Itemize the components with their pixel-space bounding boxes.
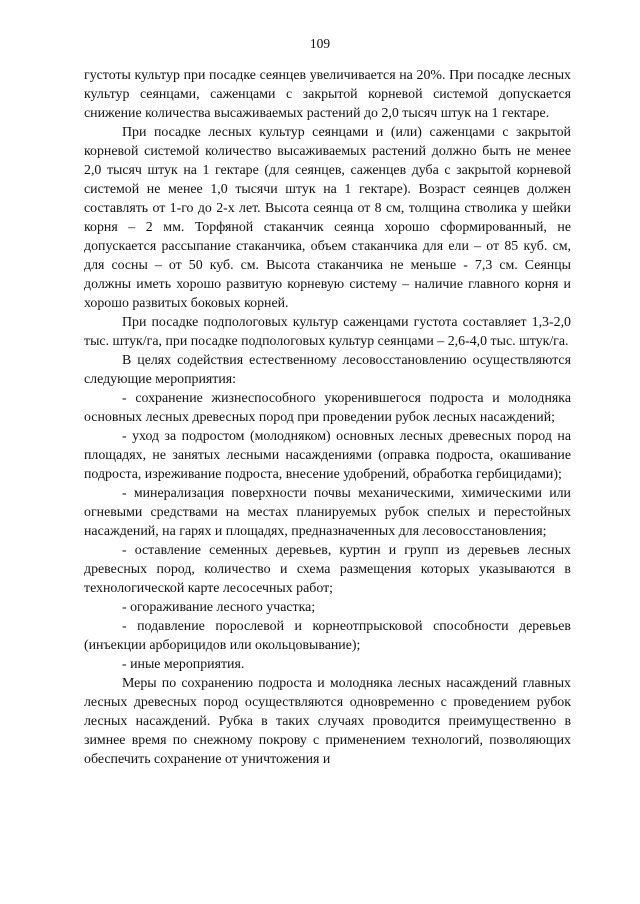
page-number: 109 [309, 36, 331, 51]
paragraph-preservation-measures: Меры по сохранению подроста и молодняка лесных насаждений главных лесных древесных пород осуществляются одновременно с проведением рубок лесных насаждений. Рубка в таких случаях проводится преимущественно в зимнее время по снежному покрову с применением технологий, позволяющих обеспечить сохранение от уничтожения и [84, 676, 571, 767]
list-item-sprout-suppression: - подавление порослевой и корнеотпрысковой способности деревьев (инъекции арборицидов или окольцовывание); [84, 619, 571, 653]
paragraph-planting-density: При посадке лесных культур сеянцами и (или) саженцами с закрытой корневой системой количество высаживаемых растений должно быть не менее 2,0 тысяч штук на 1 гектаре (для сеянцев, саженцев дуба с закрытой корневой системой не менее 1,0 тысячи штук на 1 гектаре). Возраст сеянцев должен составлять от 1-го до 2-х лет. Высота сеянца от 8 см, толщина стволика у шейки корня – 2 мм. Торфяной стаканчик сеянца хорошо сформированный, не допускается рассыпание стаканчика, объем стаканчика для ели – от 85 куб. см, для сосны – от 50 куб. см. Высота стаканчика не меньше - 7,3 см. Сеянцы должны иметь хорошо развитую корневую систему – наличие главного корня и хорошо развитых боковых корней. [84, 125, 571, 311]
list-item-other-measures: - иные мероприятия. [122, 657, 245, 672]
list-item-undergrowth-care: - уход за подростом (молодняком) основных лесных древесных пород на площадях, не занятых лесными насаждениями (оправка подроста, окашивание подроста, изреживание подроста, внесение удобрений, обработка гербицидами); [84, 429, 571, 482]
paragraph-underplanting: При посадке подпологовых культур саженцами густота составляет 1,3-2,0 тыс. штук/га, при посадке подпологовых культур сеянцами – 2,6-4,0 тыс. штук/га. [84, 315, 571, 349]
list-item-seed-trees: - оставление семенных деревьев, куртин и групп из деревьев лесных древесных пород, количество и схема размещения которых указываются в технологической карте лесосечных работ; [84, 543, 571, 596]
list-item-soil-mineralization: - минерализация поверхности почвы механическими, химическими или огневыми средствами на местах планируемых рубок спелых и перестойных насаждений, на гарях и площадях, предназначенных для лесовосстановления; [84, 486, 571, 539]
paragraph-continuation: густоты культур при посадке сеянцев увеличивается на 20%. При посадке лесных культур сеянцами, саженцами с закрытой корневой системой допускается снижение количества высаживаемых растений до 2,0 тысяч штук на 1 гектаре. [84, 68, 571, 121]
paragraph-natural-regeneration-intro: В целях содействия естественному лесовосстановлению осуществляются следующие мероприятия: [84, 353, 571, 387]
list-item-fencing: - огораживание лесного участка; [122, 600, 316, 615]
list-item-preserve-undergrowth: - сохранение жизнеспособного укоренившегося подроста и молодняка основных лесных древесных пород при проведении рубок лесных насаждений; [84, 391, 571, 425]
body-text [84, 66, 571, 769]
